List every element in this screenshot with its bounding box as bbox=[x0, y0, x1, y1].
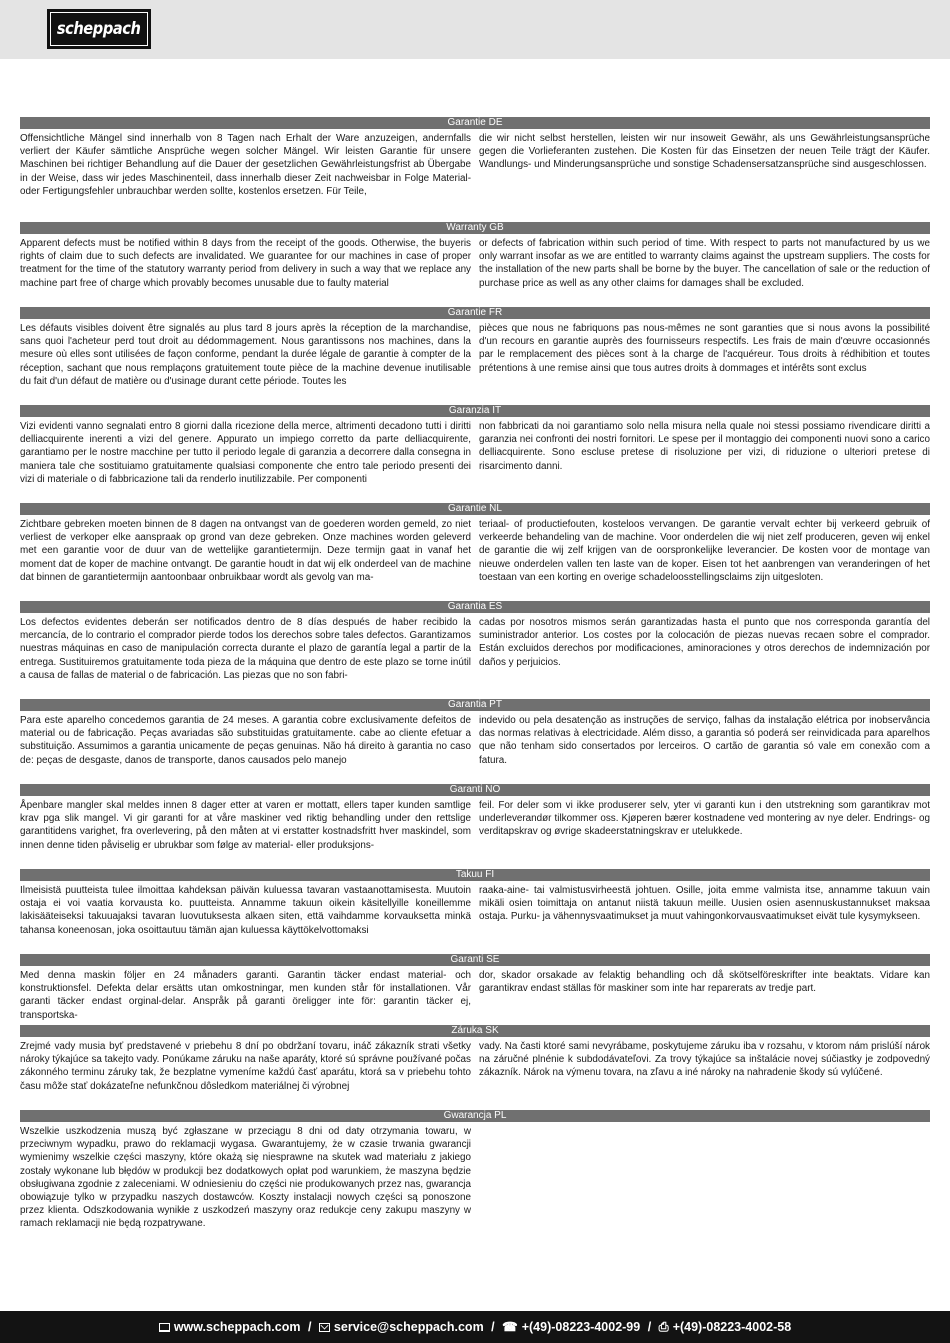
section-title: Garanzia IT bbox=[20, 405, 930, 417]
section-text-left: Los defectos evidentes deberán ser notificados dentro de 8 días después de haber recibido la mercancía, de lo contrario el comprador pierde todos los derechos sobre tales defectos. Garantizamos nuestras máquinas en caso de manipulación correcta durante el plazo de garantía legal a partir de la entrega. Sustituiremos gratuitamente toda pieza de la máquina que dentro de este plazo se torne inútil a causa de fallas de material o de fabricación. Las piezas que no son fabri- bbox=[20, 617, 471, 681]
section-garanti-se bbox=[20, 954, 930, 1022]
separator: / bbox=[307, 1320, 312, 1334]
section-title: Garantia PT bbox=[20, 699, 930, 711]
section-text-left: Vizi evidenti vanno segnalati entro 8 giorni dalla ricezione della merce, altrimenti decadono tutti i diritti delliacquirente inerenti a vizi del genere. Appurato un impiego corretto da parte delliacquirente, garantiamo per le nostre macchine per tutto il periodo legale di garanzia a decorrere dalla consegna in maniera tale che sostituiamo gratuitamente qualsiasi componente che entro tale periodo presenti dei vizi di materiale o di fabbricazione tali da renderlo inutilizzabile. Per componenti bbox=[20, 421, 471, 485]
section-text-left: Para este aparelho concedemos garantia de 24 meses. A garantia cobre exclusivamente defeitos de material ou de fabricação. Peças avariadas são substituidas gratuitamente. cabe ao cliente efetuar a substituição. Assumimos a garantia unicamente de peças genuinas. Não há direito à garantia no caso de: peças de desgaste, danos de transporte, danos causados pelo manejo bbox=[20, 715, 471, 766]
section-garantie-de bbox=[20, 117, 930, 198]
section-garantia-es bbox=[20, 601, 930, 682]
section-garantie-fr bbox=[20, 307, 930, 388]
section-text-left: Zrejmé vady musia byť predstavené v priebehu 8 dní po obdržaní tovaru, ináč zákazník strati všetky nároky týkajúce sa takejto vady. Ponúkame záruku na naše aparáty, ktoré sú správne používané počas zákonného terminu záruky tak, že bezplatne vymeníme každú časť aparátu, ktorá sa v priebehu tohto času môže stať dokázateľne nefunkčnou dôsledkom materiálnej či výrobnej bbox=[20, 1041, 471, 1092]
section-title: Garantie NL bbox=[20, 503, 930, 515]
monitor-icon bbox=[159, 1323, 170, 1332]
section-warranty-gb bbox=[20, 222, 930, 290]
section-gwarancja-pl bbox=[20, 1110, 930, 1231]
section-title: Garantia ES bbox=[20, 601, 930, 613]
section-text-right: or defects of fabrication within such period of time. With respect to parts not manufactured by us we only warrant insofar as we are entitled to warranty claims against the upstream suppliers. The costs for the installation of the new parts shall be borne by the buyer. The cancellation of sale or the reduction of purchase price as well as any other claims for damages shall be excluded. bbox=[479, 238, 930, 289]
section-text-left: Les défauts visibles doivent être signalés au plus tard 8 jours après la réception de la marchandise, sans quoi l'acheteur perd tout droit au dédommagement. Nous garantissons nos machines, dans la mesure où elles sont utilisées de façon conforme, pendant la durée légale de garantie à compter de la réception, sachant que nous remplaçons gratuitement toute pièce de la machine devenue inutilisable du fait d'un défaut de matière ou d'usinage durant cette période. Toutes les bbox=[20, 323, 471, 387]
section-text-left: Wszelkie uszkodzenia muszą być zgłaszane w przeciągu 8 dni od daty otrzymania towaru, w przeciwnym wypadku, prawo do reklamacji wygasa. Gwarantujemy, że w czasie trwania gwarancji wymienimy wszelkie części maszyny, które okażą się niesprawne na skutek wad materiału z jakiego zostały wykonane lub błędów w produkcji bez dodatkowych opłat pod warunkiem, że maszyna będzie obsługiwana zgodnie z zaleceniami. W odniesieniu do części nie produkowanych przez nas, gwarancja obowiązuje tylko w przypadku naszych dostawców. Koszty instalacji nowych części są ponoszone przez klienta. Odszkodowania wynikłe z uszkodzeń maszyny oraz redukcje ceny zakupu maszyny w ramach reklamacji nie będą rozpatrywane. bbox=[20, 1126, 471, 1230]
section-text-left: Offensichtliche Mängel sind innerhalb von 8 Tagen nach Erhalt der Ware anzuzeigen, andernfalls verliert der Käufer sämtliche Ansprüche wegen solcher Mängel. Wir leisten Garantie für unsere Maschinen bei richtiger Behandlung auf die Dauer der gesetzlichen Gewährleistungsfrist ab Übergabe in der Weise, dass wir jedes Maschinenteil, dass innerhalb dieser Zeit nachweisbar in Folge Material- oder Fertigungsfehler unbrauchbar werden sollte, kostenlos ersetzen. Für Teile, bbox=[20, 133, 471, 197]
section-text-right: teriaal- of productiefouten, kosteloos vervangen. De garantie vervalt echter bij verkeerd gebruik of verkeerde behandeling van de machine. Voor onderdelen die wij niet zelf produceren, geven wij enkel de garantie die wij zelf krijgen van de oorspronkelijke leverancier. De kosten voor de montage van nieuwe onderdelen vallen ten laste van de koper. Eisen tot het aanbrengen van veranderingen of het toestaan van een korting en overige schadeloosstellingsclaims zijn uitgesloten. bbox=[479, 519, 930, 583]
section-title: Garanti NO bbox=[20, 784, 930, 796]
section-takuu-fi bbox=[20, 869, 930, 937]
section-garanzia-it bbox=[20, 405, 930, 486]
scheppach-logo bbox=[47, 9, 151, 49]
separator: / bbox=[491, 1320, 495, 1334]
separator: / bbox=[647, 1320, 652, 1334]
section-text-left: Åpenbare mangler skal meldes innen 8 dager etter at varen er mottatt, ellers taper kunden samtlige krav pga slik mangel. Vi gir garanti for at våre maskiner ved riktig behandling under den rettslige garantitidens varighet, fra overlevering, på den måten at vi erstatter kostnadsfritt hver maskindel, som innen denne tiden påviselig er ubrukbar som følge av material- eller produksjons- bbox=[20, 800, 471, 851]
section-title: Warranty GB bbox=[20, 222, 930, 234]
section-text-right: pièces que nous ne fabriquons pas nous-mêmes ne sont garanties que si nous avons la possibilité d'un recours en garantie auprès des fournisseurs respectifs. Les frais de main d'œuvre occasionnés par le remplacement des pièces sont à la charge de l'acquéreur. Tous droits à rédhibition et toutes prétentions à une remise ainsi que tous autres droits à dommages et intérêts sont exclus bbox=[479, 323, 930, 374]
section-text-right: die wir nicht selbst herstellen, leisten wir nur insoweit Gewähr, als uns Gewährleistungsansprüche gegen die Vorlieferanten zustehen. Die Kosten für das Einsetzen der neuen Teile trägt der Käufer. Wandlungs- und Minderungsansprüche und sonstige Schadensersatzansprüche sind ausgeschlossen. bbox=[479, 133, 930, 171]
footer-contact-bar bbox=[0, 1311, 950, 1343]
section-text-left: Ilmeisistä puutteista tulee ilmoittaa kahdeksan päivän kuluessa tavaran vastaanottamisesta. Muutoin ostaja ei voi vaatia korvausta ko. puutteista. Annamme takuun oikein käsitellyille koneillemme lakisääteiseksi takuuajaksi tavaran luovutuksesta alkaen siten, että vaihdamme korvauksetta minkä tahansa koneenosan, joka osoittautuu tämän ajan kuluessa käyttökelvottomaksi bbox=[20, 885, 471, 936]
section-text-right: cadas por nosotros mismos serán garantizadas hasta el punto que nos corresponda garantía del suministrador anterior. Los costes por la colocación de piezas nuevas recaen sobre el comprador. Están excluidos derechos por modificaciones, aminoraciones y otros derechos de indemnización por daños y perjuicios. bbox=[479, 617, 930, 668]
section-text-right: dor, skador orsakade av felaktig behandling och då skötselföreskrifter inte beaktats. Vidare kan garantikrav endast ställas för maskiner som inte har reparerats av tredje part. bbox=[479, 970, 930, 995]
section-text-left: Apparent defects must be notified within 8 days from the receipt of the goods. Otherwise, the buyeris rights of claim due to such defects are invalidated. We guarantee for our machines in case of proper treatment for the time of the statutory warranty period from delivery in such a way that we replace any machine part free of charge which provably becomes unusable due to faulty material bbox=[20, 238, 471, 289]
section-garantia-pt bbox=[20, 699, 930, 767]
section-zaruka-sk bbox=[20, 1025, 930, 1093]
section-text-right: non fabbricati da noi garantiamo solo nella misura nella quale noi stessi possiamo rivendicare diritti a garanzia nei confronti dei nostri fornitori. Le spese per il montaggio dei componenti nuovi sono a carico delliacquirente. Sono escluse pretese di risoluzione per vizi, di riduzione o ulteriori pretese di risarcimento danni. bbox=[479, 421, 930, 472]
section-text-left: Zichtbare gebreken moeten binnen de 8 dagen na ontvangst van de goederen worden gemeld, zo niet verliest de verkoper elke aanspraak op grond van deze gebreken. Onze machines worden geleverd met een garantie voor de duur van de wettelijke garantietermijn. Deze termijn gaat in vanaf het moment dat de koper de machine ontvangt. De garantie houdt in dat wij elk onderdeel van de machine dat binnen de garantietermijn aantoonbaar onbruikbaar wordt als gevolg van ma- bbox=[20, 519, 471, 583]
phone-number: +(49)-08223-4002-99 bbox=[521, 1320, 641, 1334]
section-text-right: feil. For deler som vi ikke produserer selv, yter vi garanti kun i den utstrekning som garantikrav mot underleverandør tilkommer oss. Kjøperen bærer kostnadene ved montering av nye deler. Endrings- og verditapskrav og øvrige skadeerstatningskrav er utelukkede. bbox=[479, 800, 930, 838]
section-text-right: indevido ou pela desatenção as instruções de serviço, falhas da instalação elétrica por inobservância das normas relativas à electricidade. Além disso, a garantia só poderá ser reinvidicada para aparelhos que não tenham sido consertados por lerceiros. O cartão de garantia só vale em conexão com a fatura. bbox=[479, 715, 930, 766]
phone-icon: ☎ bbox=[502, 1320, 518, 1334]
section-garantie-nl bbox=[20, 503, 930, 584]
section-garanti-no bbox=[20, 784, 930, 852]
fax-icon: ⎙ bbox=[658, 1320, 669, 1334]
section-text-right: raaka-aine- tai valmistusvirheestä johtuen. Osille, joita emme valmista itse, annamme takuun vain mikäli osien toimittaja on antanut niistä takuun meille. Uusien osien asennuskustannukset maksaa ostaja. Purku- ja vähennysvaatimukset ja muut vahingonkorvausvaatimukset eivät tule kysymykseen. bbox=[479, 885, 930, 923]
envelope-icon bbox=[319, 1323, 330, 1332]
logo-text: scheppach bbox=[57, 19, 141, 39]
section-text-right: vady. Na časti ktoré sami nevyrábame, poskytujeme záruku iba v rozsahu, v ktorom nám prislúší nárok na záručné plnénie k subdodávateľovi. Za trovy týkajúce sa inštalácie novej súčiastky je zodpovedný zákazník. Nárok na výmenu tovara, na zľavu a iné nároky na nahradenie škody sú vylúčené. bbox=[479, 1041, 930, 1079]
section-title: Garantie FR bbox=[20, 307, 930, 319]
website-link[interactable]: www.scheppach.com bbox=[173, 1320, 301, 1334]
section-text-left: Med denna maskin följer en 24 månaders garanti. Garantin täcker endast material- och konstruktionsfel. Defekta delar ersätts utan omkostningar, men kunden står för installationen. Vår garanti täcker endast orginal-delar. Anspråk på garanti öreligger inte för: garantin täcker ej, transportska- bbox=[20, 970, 471, 1021]
section-title: Gwarancja PL bbox=[20, 1110, 930, 1122]
section-title: Garanti SE bbox=[20, 954, 930, 966]
section-text-right bbox=[479, 1125, 930, 1231]
section-title: Takuu FI bbox=[20, 869, 930, 881]
section-title: Záruka SK bbox=[20, 1025, 930, 1037]
fax-number: +(49)-08223-4002-58 bbox=[672, 1320, 792, 1334]
email-link[interactable]: service@scheppach.com bbox=[333, 1320, 484, 1334]
section-title: Garantie DE bbox=[20, 117, 930, 129]
